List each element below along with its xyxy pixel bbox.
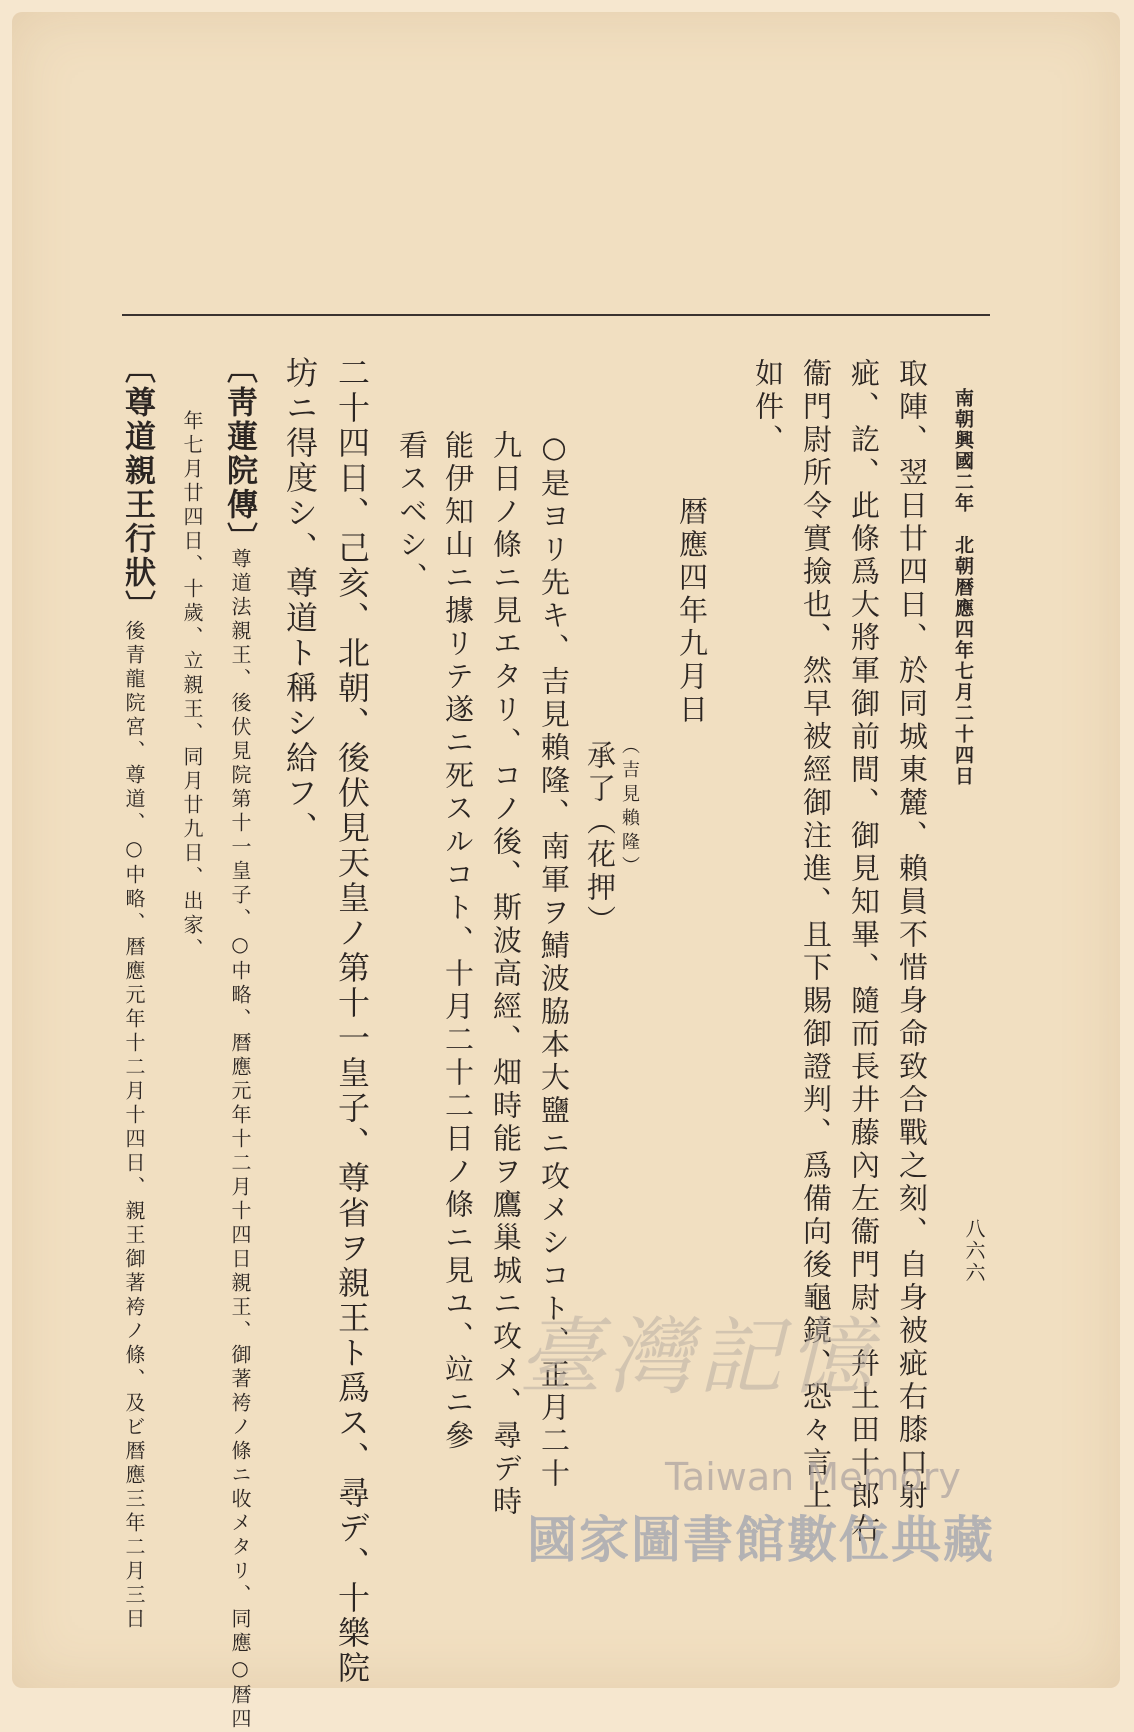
text-column-3: 衞門尉所令實撿也、然早被經御注進、且下賜御證判、爲備向後龜鏡、恐々言上 bbox=[799, 358, 833, 1513]
source-sondo: 〔尊道親王行狀〕 bbox=[119, 352, 155, 624]
running-header: 南朝興國二年 北朝暦應四年七月二十四日 bbox=[952, 388, 974, 787]
watermark-library: 國家圖書館數位典藏 bbox=[527, 1511, 995, 1569]
source-seiren: 〔靑蓮院傳〕 bbox=[221, 352, 257, 556]
entry-heading-1: 二十四日、己亥、北朝、後伏見天皇ノ第十一皇子、尊省ヲ親王ト爲ス、尋デ、十樂院 bbox=[333, 356, 371, 1686]
text-column-9: 能伊知山ニ據リテ遂ニ死スルコト、十月二十二日ノ條ニ見ユ、竝ニ參 bbox=[441, 430, 475, 1453]
bleed-through-text bbox=[108, 198, 318, 268]
entry-heading-2: 坊ニ得度シ、尊道ト稱シ給フ、 bbox=[281, 356, 319, 846]
text-column-2: 疵、訖、此條爲大將軍御前間、御見知畢、隨而長井藤內左衞門尉、幷土田十郎右 bbox=[847, 358, 881, 1546]
acknowledged-signature: 承了（花押） bbox=[583, 740, 617, 938]
source-sondo-text: 後青龍院宮、尊道、○中略、暦應元年十二月十四日、親王御著袴ノ條、及ビ暦應三年二月三日 bbox=[122, 620, 146, 1632]
source-seiren-cont: 年七月廿四日、十歲、立親王、同月廿九日、出家、 bbox=[180, 410, 204, 962]
date-line: 暦應四年九月日 bbox=[675, 496, 709, 727]
header-rule bbox=[122, 314, 990, 316]
text-column-8: 九日ノ條ニ見エタリ、コノ後、斯波高經、畑時能ヲ鷹巢城ニ攻メ、尋デ時 bbox=[489, 430, 523, 1519]
page-number: 八六六 bbox=[962, 1218, 986, 1284]
watermark-english: Taiwan Memory bbox=[665, 1455, 961, 1499]
text-column-10: 看スベシ、 bbox=[395, 430, 429, 595]
text-column-7: ○是ヨリ先キ、吉見賴隆、南軍ヲ鯖波脇本大鹽ニ攻メシコト、正月二十 bbox=[537, 430, 571, 1491]
text-column-4: 如件、 bbox=[751, 358, 785, 457]
watermark-chinese: 臺灣記憶 bbox=[518, 1308, 879, 1406]
text-column-1: 取陣、翌日廿四日、於同城東麓、賴員不惜身命致合戰之刻、自身被疵右膝口射 bbox=[895, 358, 929, 1513]
source-seiren-text: 尊道法親王、後伏見院第十一皇子、○中略、暦應元年十二月十四日親王、御著袴ノ條ニ收メタリ、同應○暦四 bbox=[228, 548, 252, 1732]
signer-note: （吉見賴隆） bbox=[619, 736, 640, 880]
